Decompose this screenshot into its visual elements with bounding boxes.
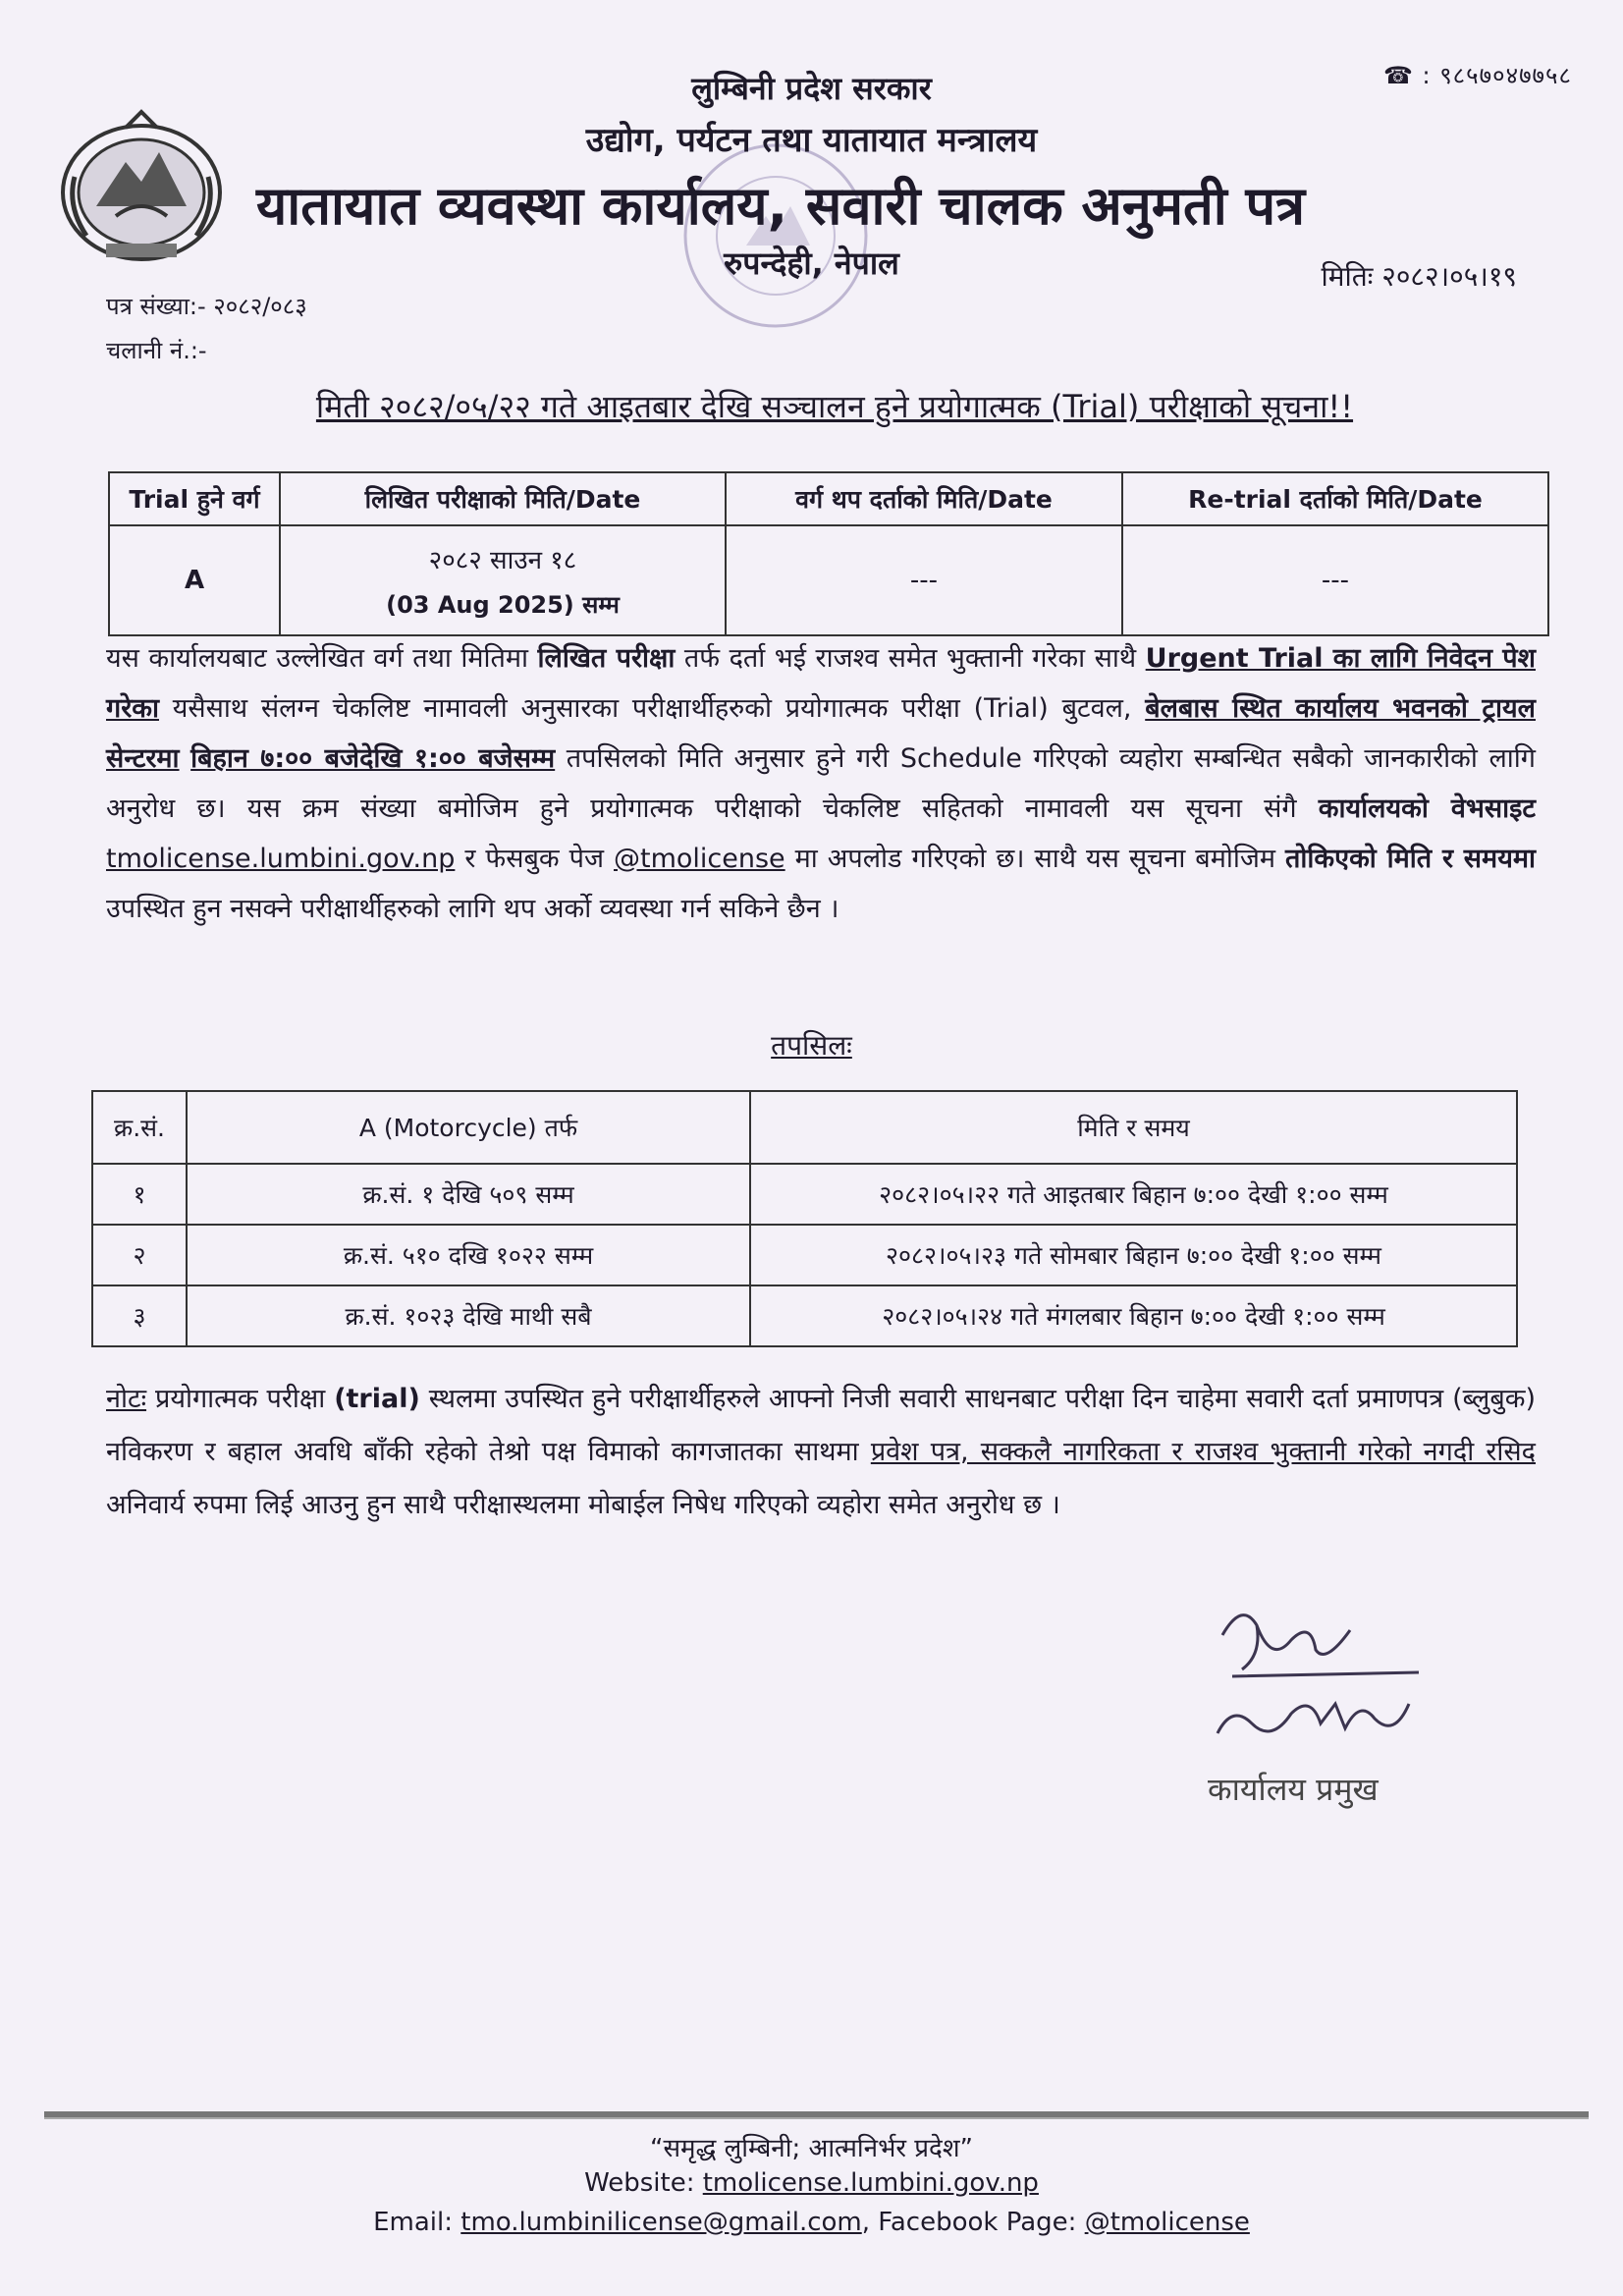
- ministry-name: उद्योग, पर्यटन तथा यातायात मन्त्रालय: [585, 121, 1038, 160]
- footer-website-link[interactable]: tmolicense.lumbini.gov.np: [702, 2168, 1039, 2198]
- footer-facebook-link[interactable]: @tmolicense: [1084, 2208, 1250, 2237]
- government-name: लुम्बिनी प्रदेश सरकार: [691, 70, 932, 107]
- written-date-cell: [280, 525, 726, 635]
- serial-cell: २: [92, 1225, 187, 1285]
- table-header-row: [109, 472, 1548, 525]
- body-text: यस कार्यालयबाट उल्लेखित वर्ग तथा मितिमा: [106, 643, 538, 674]
- footer-divider: [44, 2111, 1589, 2119]
- table-header-row: [92, 1091, 1517, 1164]
- office-location: रुपन्देही, नेपाल: [724, 245, 899, 282]
- email-label: Email:: [373, 2208, 461, 2237]
- body-underline: बेलबास स्थित कार्यालय भवनको ट्रायल सेन्टरमा: [106, 693, 1536, 774]
- body-text: र फेसबुक पेज: [455, 844, 614, 874]
- table-row: [92, 1164, 1517, 1225]
- grade-cell: A: [109, 525, 280, 635]
- range-cell: क्र.सं. १ देखि ५०९ सम्म: [187, 1164, 750, 1225]
- serial-cell: ३: [92, 1285, 187, 1346]
- facebook-link[interactable]: @tmolicense: [614, 844, 785, 874]
- note-bold: (trial): [334, 1384, 420, 1414]
- footer-slogan: “समृद्ध लुम्बिनी; आत्मनिर्भर प्रदेश”: [650, 2134, 973, 2163]
- body-text: तर्फ दर्ता भई राजश्व समेत भुक्तानी गरेका साथै: [675, 643, 1146, 674]
- note-label: नोटः: [106, 1384, 147, 1414]
- body-text: [180, 743, 191, 774]
- table-header: Re-trial दर्ताको मिति/Date: [1122, 472, 1548, 525]
- phone-number: ☎ : ९८५७०४७७५८: [1382, 62, 1572, 89]
- note-text: स्थलमा उपस्थित हुने परीक्षार्थीहरुले आफ्नो निजी सवारी साधनबाट परीक्षा दिन चाहेमा सवारी दर्ता प्रमाणपत्र (ब्लुबुक) नविकरण र बहाल अवधि बाँकी रहेको तेश्रो पक्ष विमाको कागजातका साथमा: [106, 1384, 1537, 1467]
- datetime-cell: २०८२।०५।२२ गते आइतबार बिहान ७:०० देखी १:०० सम्म: [750, 1164, 1517, 1225]
- range-cell: क्र.सं. १०२३ देखि माथी सबै: [187, 1285, 750, 1346]
- table-header: वर्ग थप दर्ताको मिति/Date: [726, 472, 1122, 525]
- serial-cell: १: [92, 1164, 187, 1225]
- footer-email-link[interactable]: tmo.lumbinilicense@gmail.com: [460, 2208, 862, 2237]
- dispatch-number: चलानी नं.:-: [106, 337, 207, 364]
- table-row: [109, 525, 1548, 635]
- table-header: क्र.सं.: [92, 1091, 187, 1164]
- facebook-label: , Facebook Page:: [861, 2208, 1085, 2237]
- website-link[interactable]: tmolicense.lumbini.gov.np: [106, 844, 456, 874]
- add-date-cell: ---: [726, 525, 1122, 635]
- footer-website: [0, 2168, 1623, 2198]
- reference-number: पत्र संख्या:- २०८२/०८३: [106, 293, 307, 320]
- note-text: प्रयोगात्मक परीक्षा: [146, 1384, 335, 1414]
- body-underline: Urgent Trial का लागि निवेदन पेश गरेका: [106, 643, 1536, 724]
- body-text: यसैसाथ संलग्न चेकलिष्ट नामावली अनुसारका परीक्षार्थीहरुको प्रयोगात्मक परीक्षा (Trial) बुटवल,: [158, 693, 1146, 724]
- note-text: अनिवार्य रुपमा लिई आउनु हुन साथै परीक्षास्थलमा मोबाईल निषेध गरिएको व्यहोरा समेत अनुरोध छ ।: [106, 1490, 1060, 1520]
- datetime-cell: २०८२।०५।२३ गते सोमबार बिहान ७:०० देखी १:०० सम्म: [750, 1225, 1517, 1285]
- body-text: तपसिलको मिति अनुसार हुने गरी Schedule गरिएको व्यहोरा सम्बन्धित सबैको जानकारीको लागि अनुरोध छ। यस क्रम संख्या बमोजिम हुने प्रयोगात्मक परीक्षाको चेकलिष्ट सहितको नामावली यस सूचना संगै: [106, 743, 1536, 824]
- datetime-cell: २०८२।०५।२४ गते मंगलबार बिहान ७:०० देखी १:०० सम्म: [750, 1285, 1517, 1346]
- note-paragraph: [106, 1373, 1536, 1532]
- office-name: यातायात व्यवस्था कार्यालय, सवारी चालक अनुमती पत्र: [255, 175, 1306, 237]
- written-date-en: (03 Aug 2025) सम्म: [386, 590, 620, 619]
- table-header: Trial हुने वर्ग: [109, 472, 280, 525]
- body-bold: लिखित परीक्षा: [537, 643, 676, 674]
- body-bold: तोकिएको मिति र समयमा: [1285, 844, 1537, 874]
- body-text: उपस्थित हुन नसक्ने परीक्षार्थीहरुको लागि थप अर्को व्यवस्था गर्न सकिने छैन ।: [106, 894, 839, 924]
- table-header: A (Motorcycle) तर्फ: [187, 1091, 750, 1164]
- body-underline: बिहान ७:०० बजेदेखि १:०० बजेसम्म: [190, 743, 556, 774]
- table-row: [92, 1225, 1517, 1285]
- written-date-np: २०८२ साउन १८: [428, 545, 577, 575]
- retrial-date-cell: ---: [1122, 525, 1548, 635]
- schedule-detail-table: [91, 1090, 1518, 1347]
- website-label: Website:: [584, 2168, 703, 2198]
- footer-contact: [0, 2208, 1623, 2237]
- table-row: [92, 1285, 1517, 1346]
- notice-title: मिती २०८२/०५/२२ गते आइतबार देखि सञ्चालन हुने प्रयोगात्मक (Trial) परीक्षाको सूचना!!: [315, 388, 1354, 425]
- details-heading: तपसिलः: [771, 1029, 852, 1062]
- signature-mark: [1203, 1596, 1458, 1763]
- body-text: मा अपलोड गरिएको छ। साथै यस सूचना बमोजिम: [784, 844, 1286, 874]
- letter-date: मितिः २०८२।०५।१९: [1321, 260, 1517, 293]
- table-header: मिति र समय: [750, 1091, 1517, 1164]
- note-underline: प्रवेश पत्र, सक्कलै नागरिकता र राजश्व भुक्तानी गरेको नगदी रसिद: [870, 1437, 1537, 1467]
- notice-body: [106, 633, 1536, 934]
- signatory-title: कार्यालय प्रमुख: [1208, 1771, 1379, 1808]
- table-header: लिखित परीक्षाको मिति/Date: [280, 472, 726, 525]
- body-bold: कार्यालयको वेभसाइट: [1318, 793, 1536, 824]
- schedule-summary-table: [108, 471, 1549, 636]
- range-cell: क्र.सं. ५१० दखि १०२२ सम्म: [187, 1225, 750, 1285]
